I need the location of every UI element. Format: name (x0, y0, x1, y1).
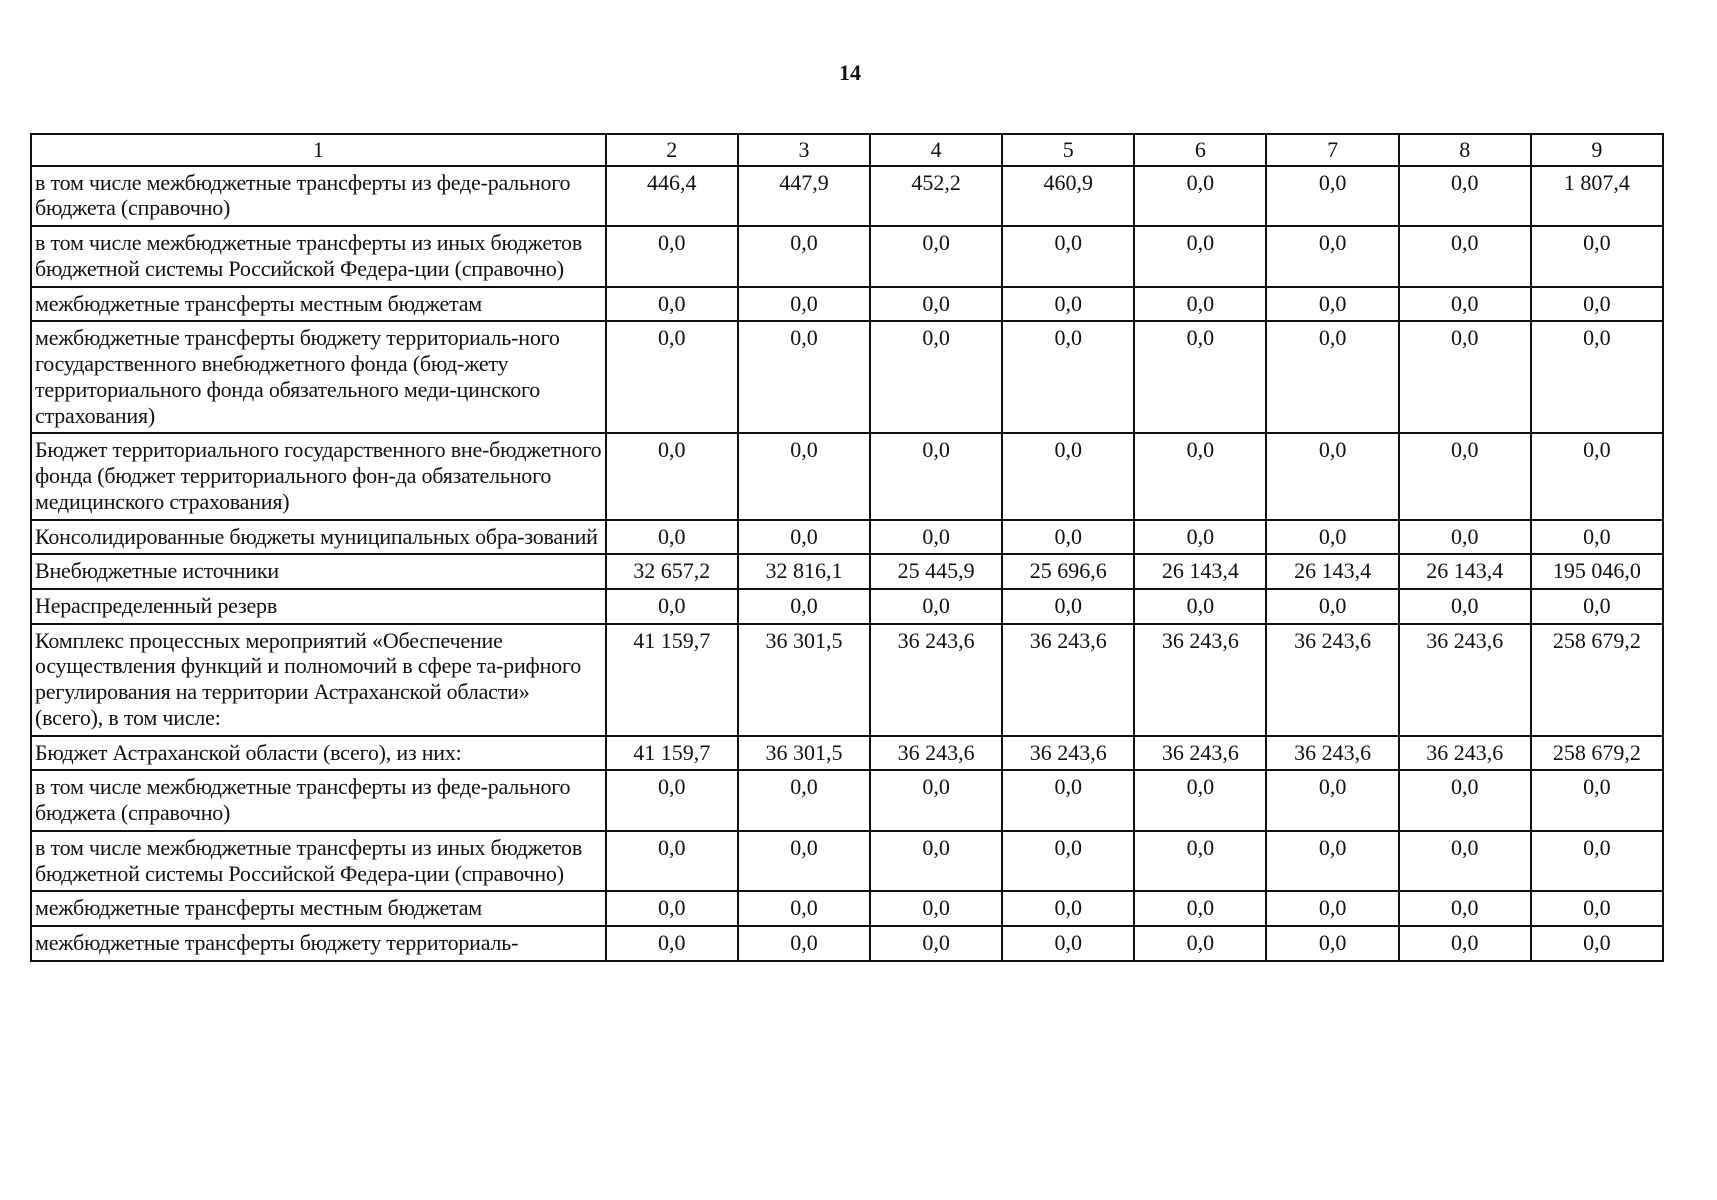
row-value: 0,0 (606, 287, 738, 322)
row-value: 0,0 (1531, 926, 1663, 961)
row-value: 195 046,0 (1531, 554, 1663, 589)
row-value: 0,0 (1002, 520, 1134, 555)
row-value: 0,0 (1399, 831, 1531, 891)
row-value: 0,0 (1531, 831, 1663, 891)
row-value: 0,0 (1134, 891, 1266, 926)
row-value: 460,9 (1002, 166, 1134, 226)
row-value: 0,0 (738, 321, 870, 433)
column-header: 5 (1002, 134, 1134, 166)
row-value: 0,0 (1531, 770, 1663, 830)
row-value: 0,0 (738, 520, 870, 555)
row-value: 0,0 (738, 589, 870, 624)
table-row (31, 554, 1663, 589)
row-value: 0,0 (1134, 770, 1266, 830)
row-value: 0,0 (1134, 926, 1266, 961)
table-row (31, 891, 1663, 926)
row-label: межбюджетные трансферты местным бюджетам (31, 891, 606, 926)
table-row (31, 624, 1663, 736)
row-value: 36 243,6 (1266, 736, 1398, 771)
row-value: 0,0 (1531, 321, 1663, 433)
column-header: 8 (1399, 134, 1531, 166)
row-value: 32 657,2 (606, 554, 738, 589)
row-value: 36 243,6 (870, 624, 1002, 736)
row-value: 0,0 (870, 831, 1002, 891)
row-value: 0,0 (1531, 287, 1663, 322)
row-value: 0,0 (1134, 433, 1266, 519)
column-header: 7 (1266, 134, 1398, 166)
row-value: 0,0 (1002, 831, 1134, 891)
row-label: в том числе межбюджетные трансферты из иных бюджетов бюджетной системы Российской Федера-ции (справочно) (31, 226, 606, 286)
row-value: 0,0 (870, 321, 1002, 433)
row-label: Бюджет территориального государственного вне-бюджетного фонда (бюджет территориального фон-да обязательного медицинского страхования) (31, 433, 606, 519)
row-value: 452,2 (870, 166, 1002, 226)
table-header-row (31, 134, 1663, 166)
table-row (31, 831, 1663, 891)
row-value: 0,0 (1399, 891, 1531, 926)
row-value: 36 301,5 (738, 736, 870, 771)
column-header: 2 (606, 134, 738, 166)
column-header: 9 (1531, 134, 1663, 166)
row-value: 0,0 (738, 926, 870, 961)
row-value: 0,0 (738, 226, 870, 286)
table-body (31, 166, 1663, 961)
row-value: 0,0 (1399, 926, 1531, 961)
row-value: 25 445,9 (870, 554, 1002, 589)
row-value: 0,0 (1134, 831, 1266, 891)
column-header: 4 (870, 134, 1002, 166)
row-value: 26 143,4 (1399, 554, 1531, 589)
row-value: 0,0 (1134, 589, 1266, 624)
table-row (31, 166, 1663, 226)
table-row (31, 520, 1663, 555)
row-label: в том числе межбюджетные трансферты из феде-рального бюджета (справочно) (31, 770, 606, 830)
row-value: 0,0 (870, 926, 1002, 961)
row-label: Внебюджетные источники (31, 554, 606, 589)
row-value: 0,0 (606, 770, 738, 830)
row-value: 26 143,4 (1134, 554, 1266, 589)
row-value: 0,0 (870, 226, 1002, 286)
row-value: 258 679,2 (1531, 736, 1663, 771)
row-value: 0,0 (1399, 770, 1531, 830)
row-value: 0,0 (1266, 287, 1398, 322)
table-row (31, 321, 1663, 433)
row-value: 0,0 (1002, 926, 1134, 961)
row-value: 0,0 (1266, 226, 1398, 286)
row-value: 0,0 (738, 831, 870, 891)
row-value: 0,0 (1266, 321, 1398, 433)
row-value: 0,0 (1134, 166, 1266, 226)
row-value: 0,0 (1266, 589, 1398, 624)
row-value: 0,0 (1531, 891, 1663, 926)
row-value: 36 243,6 (1002, 624, 1134, 736)
row-value: 0,0 (1531, 589, 1663, 624)
row-value: 0,0 (1002, 321, 1134, 433)
row-value: 0,0 (1002, 287, 1134, 322)
row-value: 0,0 (1266, 831, 1398, 891)
row-value: 0,0 (1266, 770, 1398, 830)
row-value: 0,0 (1399, 433, 1531, 519)
row-value: 0,0 (1002, 433, 1134, 519)
column-header: 6 (1134, 134, 1266, 166)
row-value: 0,0 (1399, 520, 1531, 555)
row-label: Бюджет Астраханской области (всего), из них: (31, 736, 606, 771)
row-value: 0,0 (1266, 520, 1398, 555)
row-value: 0,0 (1399, 589, 1531, 624)
row-value: 36 243,6 (1399, 736, 1531, 771)
row-value: 0,0 (1134, 520, 1266, 555)
table-row (31, 433, 1663, 519)
row-value: 0,0 (870, 433, 1002, 519)
row-value: 0,0 (606, 321, 738, 433)
row-value: 0,0 (606, 891, 738, 926)
row-value: 0,0 (738, 287, 870, 322)
row-label: межбюджетные трансферты местным бюджетам (31, 287, 606, 322)
row-value: 36 243,6 (1266, 624, 1398, 736)
row-value: 0,0 (1531, 433, 1663, 519)
row-value: 0,0 (1266, 433, 1398, 519)
row-value: 0,0 (1531, 520, 1663, 555)
row-value: 32 816,1 (738, 554, 870, 589)
row-value: 0,0 (1002, 589, 1134, 624)
row-label: Консолидированные бюджеты муниципальных обра-зований (31, 520, 606, 555)
row-label: межбюджетные трансферты бюджету территориаль- (31, 926, 606, 961)
row-value: 0,0 (606, 226, 738, 286)
row-label: в том числе межбюджетные трансферты из феде-ральнoго бюджета (справочно) (31, 166, 606, 226)
row-value: 0,0 (870, 770, 1002, 830)
row-value: 0,0 (1531, 226, 1663, 286)
row-value: 258 679,2 (1531, 624, 1663, 736)
row-value: 0,0 (870, 589, 1002, 624)
table-row (31, 926, 1663, 961)
row-value: 0,0 (738, 433, 870, 519)
row-value: 36 243,6 (870, 736, 1002, 771)
row-label: Нераспределенный резерв (31, 589, 606, 624)
row-value: 0,0 (1266, 166, 1398, 226)
table-row (31, 770, 1663, 830)
row-value: 26 143,4 (1266, 554, 1398, 589)
row-value: 0,0 (1399, 321, 1531, 433)
row-value: 0,0 (738, 770, 870, 830)
row-value: 0,0 (738, 891, 870, 926)
column-header: 1 (31, 134, 606, 166)
row-value: 0,0 (606, 520, 738, 555)
row-value: 25 696,6 (1002, 554, 1134, 589)
row-label: в том числе межбюджетные трансферты из иных бюджетов бюджетной системы Российской Федера-ции (справочно) (31, 831, 606, 891)
page-number: 14 (839, 60, 861, 85)
row-value: 0,0 (1266, 891, 1398, 926)
row-value: 447,9 (738, 166, 870, 226)
row-value: 0,0 (1399, 226, 1531, 286)
row-value: 0,0 (1399, 287, 1531, 322)
row-label: межбюджетные трансферты бюджету территориаль-ного государственного внебюджетного фонда (бюд-жету территориального фонда обязательного меди-цинского страхования) (31, 321, 606, 433)
column-header: 3 (738, 134, 870, 166)
row-value: 0,0 (870, 287, 1002, 322)
row-value: 0,0 (1399, 166, 1531, 226)
row-value: 0,0 (1266, 926, 1398, 961)
row-value: 36 243,6 (1134, 736, 1266, 771)
row-label: Комплекс процессных мероприятий «Обеспечение осуществления функций и полномочий в сфере та-рифного регулирования на территории Астраханской области» (всего), в том числе: (31, 624, 606, 736)
budget-table (30, 133, 1664, 962)
row-value: 0,0 (870, 520, 1002, 555)
row-value: 446,4 (606, 166, 738, 226)
row-value: 0,0 (1002, 770, 1134, 830)
row-value: 0,0 (870, 891, 1002, 926)
row-value: 36 301,5 (738, 624, 870, 736)
table-row (31, 226, 1663, 286)
table-row (31, 589, 1663, 624)
table-row (31, 287, 1663, 322)
row-value: 41 159,7 (606, 736, 738, 771)
row-value: 36 243,6 (1002, 736, 1134, 771)
row-value: 36 243,6 (1399, 624, 1531, 736)
table-row (31, 736, 1663, 771)
row-value: 0,0 (606, 433, 738, 519)
row-value: 36 243,6 (1134, 624, 1266, 736)
row-value: 0,0 (1134, 287, 1266, 322)
row-value: 0,0 (1002, 891, 1134, 926)
row-value: 0,0 (606, 831, 738, 891)
row-value: 0,0 (1002, 226, 1134, 286)
row-value: 1 807,4 (1531, 166, 1663, 226)
row-value: 41 159,7 (606, 624, 738, 736)
row-value: 0,0 (1134, 321, 1266, 433)
row-value: 0,0 (606, 589, 738, 624)
row-value: 0,0 (1134, 226, 1266, 286)
row-value: 0,0 (606, 926, 738, 961)
